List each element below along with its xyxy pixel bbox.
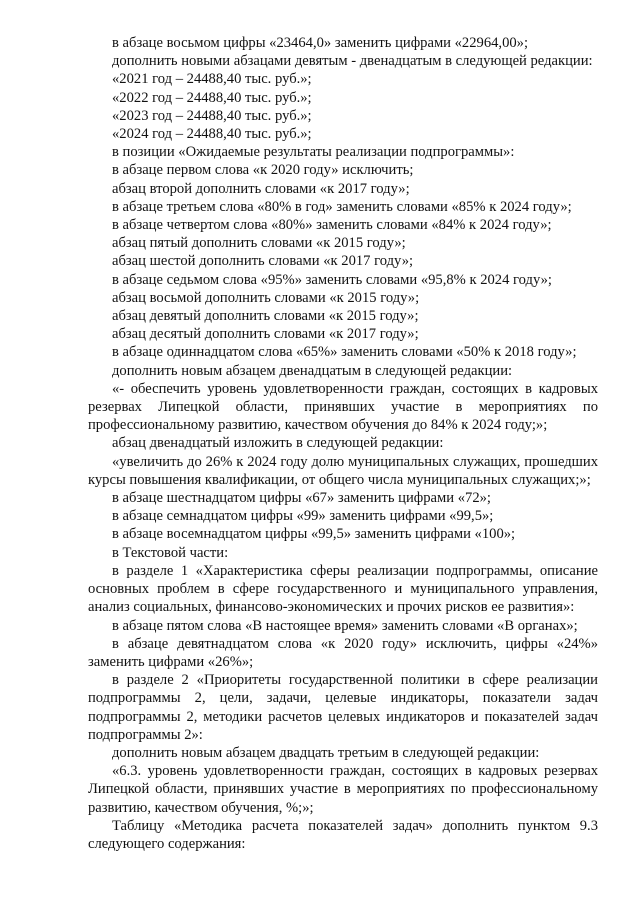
paragraph: абзац девятый дополнить словами «к 2015 году»;	[112, 308, 419, 325]
paragraph: в абзаце шестнадцатом цифры «67» заменить цифрами «72»;	[112, 490, 491, 507]
paragraph: в абзаце четвертом слова «80%» заменить словами «84% к 2024 году»;	[112, 217, 552, 234]
paragraph: в разделе 1 «Характеристика сферы реализации подпрограммы, описание основных проблем в сфере государственного и муниципального управления, анализ социальных, финансово-экономических и прочих рисков ее развития»:	[88, 562, 598, 616]
paragraph: абзац пятый дополнить словами «к 2015 году»;	[112, 235, 406, 252]
paragraph: в абзаце девятнадцатом слова «к 2020 году» исключить, цифры «24%» заменить цифрами «26%»;	[88, 635, 598, 670]
paragraph: «- обеспечить уровень удовлетворенности граждан, состоящих в кадровых резервах Липецкой области, принявших участие в мероприятиях по профессиональному развитию, качеством обучения до 84% к 2024 году;»;	[88, 380, 598, 434]
paragraph: абзац десятый дополнить словами «к 2017 году»;	[112, 326, 419, 343]
paragraph: в абзаце третьем слова «80% в год» заменить словами «85% к 2024 году»;	[112, 198, 572, 215]
paragraph: абзац двенадцатый изложить в следующей редакции:	[112, 435, 444, 452]
paragraph: в Текстовой части:	[112, 544, 229, 561]
paragraph: дополнить новым абзацем двенадцатым в следующей редакции:	[112, 362, 513, 379]
paragraph: абзац восьмой дополнить словами «к 2015 году»;	[112, 289, 420, 306]
paragraph: в абзаце восемнадцатом цифры «99,5» заменить цифрами «100»;	[112, 526, 516, 543]
paragraph: «2024 год – 24488,40 тыс. руб.»;	[112, 126, 312, 143]
paragraph: в абзаце пятом слова «В настоящее время» заменить словами «В органах»;	[112, 617, 578, 634]
paragraph: «2023 год – 24488,40 тыс. руб.»;	[112, 107, 312, 124]
paragraph: в позиции «Ожидаемые результаты реализации подпрограммы»:	[112, 144, 515, 161]
paragraph: «6.3. уровень удовлетворенности граждан, состоящих в кадровых резервах Липецкой области, принявших участие в мероприятиях по профессиональному развитию, качеством обучения, %;»;	[88, 763, 598, 816]
paragraph: абзац шестой дополнить словами «к 2017 году»;	[112, 253, 414, 270]
paragraph: «2022 год – 24488,40 тыс. руб.»;	[112, 89, 312, 106]
document-body	[88, 34, 598, 853]
paragraph: в абзаце первом слова «к 2020 году» исключить;	[112, 162, 414, 179]
paragraph: в абзаце восьмом цифры «23464,0» заменить цифрами «22964,00»;	[112, 35, 529, 51]
paragraph: абзац второй дополнить словами «к 2017 году»;	[112, 180, 410, 197]
paragraph: дополнить новыми абзацами девятым - двенадцатым в следующей редакции:	[112, 53, 593, 70]
paragraph: в абзаце седьмом слова «95%» заменить словами «95,8% к 2024 году»;	[112, 271, 552, 288]
paragraph: в разделе 2 «Приоритеты государственной политики в сфере реализации подпрограммы 2, цели, задачи, целевые индикаторы, показатели задач подпрограммы 2, методики расчетов целевых индикаторов и показателей задач подпрограммы 2»:	[88, 672, 598, 743]
paragraph: «увеличить до 26% к 2024 году долю муниципальных служащих, прошедших курсы повышения квалификации, от общего числа муниципальных служащих;»;	[88, 453, 598, 488]
paragraph: в абзаце одиннадцатом слова «65%» заменить словами «50% к 2018 году»;	[112, 344, 577, 361]
paragraph: «2021 год – 24488,40 тыс. руб.»;	[112, 71, 312, 88]
paragraph: дополнить новым абзацем двадцать третьим в следующей редакции:	[112, 744, 540, 761]
paragraph: в абзаце семнадцатом цифры «99» заменить цифрами «99,5»;	[112, 508, 494, 525]
paragraph: Таблицу «Методика расчета показателей задач» дополнить пунктом 9.3 следующего содержания:	[88, 817, 598, 852]
